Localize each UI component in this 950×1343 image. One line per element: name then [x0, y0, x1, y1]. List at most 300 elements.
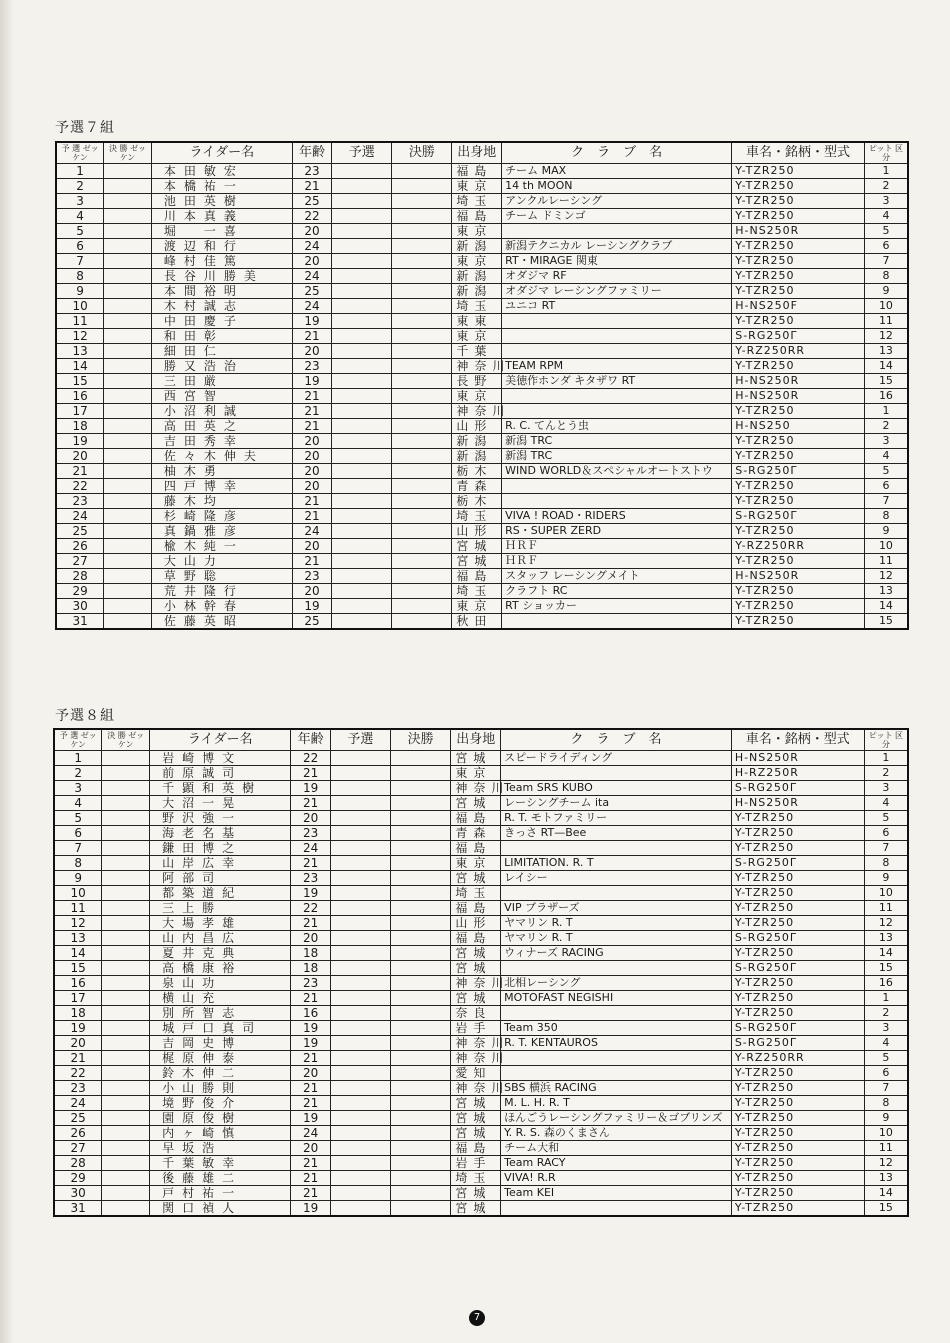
origin-prefecture: 東京: [452, 599, 502, 614]
table-row: [54, 916, 908, 931]
club-name: ＨＲＦ: [502, 539, 732, 554]
pit-section: 6: [864, 479, 908, 494]
origin-prefecture: 東京: [451, 856, 501, 871]
pit-section: 5: [864, 464, 908, 479]
table-row: [56, 344, 908, 359]
rider-number: 16: [54, 976, 102, 991]
rider-age: 21: [292, 554, 331, 569]
table-row: [54, 946, 908, 961]
table-row: [56, 374, 908, 389]
table-row: [56, 434, 908, 449]
final-number: [102, 976, 150, 991]
qual-result: [330, 766, 390, 781]
rider-age: 23: [292, 359, 331, 374]
origin-prefecture: 埼玉: [452, 299, 502, 314]
group8-table: [53, 728, 909, 1217]
club-name: [502, 389, 732, 404]
final-result: [392, 284, 452, 299]
rider-number: 2: [56, 179, 104, 194]
qual-result: [330, 1021, 390, 1036]
club-name: Y. R. S. 森のくまさん: [501, 1126, 732, 1141]
rider-name: 本間裕明: [151, 284, 292, 299]
qual-result: [332, 479, 392, 494]
header-pit: ピット 区 分: [864, 729, 908, 751]
pit-section: 4: [864, 209, 908, 224]
final-number: [104, 419, 152, 434]
rider-name: 横山充: [150, 991, 291, 1006]
final-result: [391, 946, 451, 961]
origin-prefecture: 東京: [452, 254, 502, 269]
pit-section: 7: [864, 841, 908, 856]
pit-section: 1: [864, 164, 908, 179]
table-row: [54, 1021, 908, 1036]
machine-model: H-RZ250R: [731, 766, 864, 781]
club-name: ヤマリン R. T: [501, 916, 732, 931]
final-result: [392, 449, 452, 464]
rider-number: 22: [56, 479, 104, 494]
final-number: [104, 254, 152, 269]
machine-model: Y-TZR250: [732, 359, 865, 374]
club-name: LIMITATION. R. T: [501, 856, 732, 871]
final-number: [104, 194, 152, 209]
qual-result: [332, 359, 392, 374]
group7-title: 予選７組: [55, 120, 115, 136]
club-name: 新潟 TRC: [502, 434, 732, 449]
final-number: [102, 796, 150, 811]
pit-section: 10: [864, 299, 908, 314]
rider-age: 23: [291, 871, 330, 886]
table-row: [54, 811, 908, 826]
final-number: [104, 554, 152, 569]
club-name: Team SRS KUBO: [501, 781, 732, 796]
qual-result: [330, 886, 390, 901]
rider-age: 21: [291, 856, 330, 871]
origin-prefecture: 山形: [451, 916, 501, 931]
final-number: [104, 434, 152, 449]
rider-name: 関口禎人: [150, 1201, 291, 1217]
rider-age: 16: [291, 1006, 330, 1021]
final-result: [392, 299, 452, 314]
table-row: [56, 284, 908, 299]
origin-prefecture: 長野: [452, 374, 502, 389]
rider-age: 21: [292, 494, 331, 509]
final-number: [102, 931, 150, 946]
final-number: [102, 946, 150, 961]
club-name: ユニコ RT: [502, 299, 732, 314]
header-final: 決勝: [392, 142, 452, 164]
final-number: [102, 1156, 150, 1171]
origin-prefecture: 福島: [451, 811, 501, 826]
rider-number: 31: [54, 1201, 102, 1217]
club-name: RT・MIRAGE 関東: [502, 254, 732, 269]
table-row: [54, 1141, 908, 1156]
final-result: [392, 239, 452, 254]
table-row: [56, 524, 908, 539]
rider-age: 18: [291, 961, 330, 976]
pit-section: 15: [864, 961, 908, 976]
rider-number: 4: [56, 209, 104, 224]
rider-name: 吉岡史博: [150, 1036, 291, 1051]
origin-prefecture: 宮城: [451, 1186, 501, 1201]
rider-name: 高橋康裕: [150, 961, 291, 976]
origin-prefecture: 新潟: [452, 449, 502, 464]
pit-section: 1: [864, 404, 908, 419]
table-row: [56, 239, 908, 254]
origin-prefecture: 神奈川: [452, 404, 502, 419]
rider-age: 21: [291, 1051, 330, 1066]
qual-result: [332, 464, 392, 479]
final-result: [391, 916, 451, 931]
origin-prefecture: 福島: [451, 901, 501, 916]
table-row: [56, 314, 908, 329]
qual-result: [332, 554, 392, 569]
qual-result: [332, 254, 392, 269]
final-number: [102, 1126, 150, 1141]
qual-result: [330, 1111, 390, 1126]
table-row: [54, 1201, 908, 1217]
club-name: オダジマ RF: [502, 269, 732, 284]
rider-number: 17: [56, 404, 104, 419]
club-name: [501, 1051, 732, 1066]
rider-name: 大沼一晃: [150, 796, 291, 811]
final-number: [102, 901, 150, 916]
pit-section: 12: [864, 569, 908, 584]
club-name: VIVA ! ROAD・RIDERS: [502, 509, 732, 524]
rider-number: 20: [56, 449, 104, 464]
club-name: 14 th MOON: [502, 179, 732, 194]
rider-name: 草野聡: [151, 569, 292, 584]
qual-result: [330, 1186, 390, 1201]
qual-result: [330, 1096, 390, 1111]
rider-name: 別所智志: [150, 1006, 291, 1021]
rider-age: 23: [291, 826, 330, 841]
club-name: [501, 961, 732, 976]
header-car: 車名・銘柄・型式: [731, 729, 864, 751]
final-result: [392, 524, 452, 539]
rider-name: 佐藤英昭: [151, 614, 292, 630]
rider-number: 9: [56, 284, 104, 299]
rider-name: 三上勝: [150, 901, 291, 916]
rider-age: 21: [292, 509, 331, 524]
club-name: チーム大和: [501, 1141, 732, 1156]
origin-prefecture: 新潟: [452, 284, 502, 299]
rider-number: 30: [56, 599, 104, 614]
rider-age: 25: [292, 284, 331, 299]
machine-model: H-NS250R: [732, 569, 865, 584]
pit-section: 11: [864, 314, 908, 329]
pit-section: 2: [864, 766, 908, 781]
rider-number: 15: [56, 374, 104, 389]
machine-model: S-RG250Γ: [732, 509, 865, 524]
origin-prefecture: 埼玉: [451, 1171, 501, 1186]
machine-model: H-NS250: [732, 419, 865, 434]
machine-model: S-RG250Γ: [731, 856, 864, 871]
rider-age: 19: [291, 781, 330, 796]
club-name: スピードライディング: [501, 751, 732, 766]
table-row: [54, 886, 908, 901]
rider-number: 17: [54, 991, 102, 1006]
rider-name: 和田彰: [151, 329, 292, 344]
qual-result: [332, 224, 392, 239]
qual-result: [330, 991, 390, 1006]
final-number: [104, 449, 152, 464]
qual-result: [332, 449, 392, 464]
machine-model: Y-TZR250: [731, 1096, 864, 1111]
rider-name: 杉崎隆彦: [151, 509, 292, 524]
pit-section: 12: [864, 329, 908, 344]
final-result: [391, 1006, 451, 1021]
rider-number: 14: [56, 359, 104, 374]
machine-model: Y-TZR250: [731, 826, 864, 841]
rider-number: 28: [54, 1156, 102, 1171]
table-row: [54, 1126, 908, 1141]
final-number: [104, 224, 152, 239]
final-number: [102, 1081, 150, 1096]
pit-section: 1: [864, 991, 908, 1006]
table-row: [54, 1066, 908, 1081]
rider-number: 3: [54, 781, 102, 796]
qual-result: [332, 524, 392, 539]
rider-age: 21: [291, 766, 330, 781]
table-row: [56, 254, 908, 269]
rider-age: 21: [291, 1156, 330, 1171]
origin-prefecture: 埼玉: [451, 886, 501, 901]
club-name: [502, 404, 732, 419]
pit-section: 14: [864, 1186, 908, 1201]
final-result: [392, 494, 452, 509]
final-number: [102, 991, 150, 1006]
machine-model: Y-TZR250: [732, 479, 865, 494]
group7-table: [55, 141, 909, 630]
qual-result: [330, 871, 390, 886]
final-result: [392, 389, 452, 404]
origin-prefecture: 東京: [451, 766, 501, 781]
origin-prefecture: 神奈川: [451, 1036, 501, 1051]
page-binding-shadow: [0, 0, 14, 1343]
final-number: [102, 871, 150, 886]
rider-name: 小沼利誠: [151, 404, 292, 419]
rider-number: 1: [54, 751, 102, 766]
origin-prefecture: 福島: [451, 931, 501, 946]
rider-number: 29: [54, 1171, 102, 1186]
qual-result: [330, 811, 390, 826]
final-result: [392, 419, 452, 434]
machine-model: Y-TZR250: [731, 1201, 864, 1217]
table-row: [54, 766, 908, 781]
final-number: [102, 916, 150, 931]
rider-age: 19: [292, 374, 331, 389]
table-row: [56, 464, 908, 479]
rider-name: 後藤雄二: [150, 1171, 291, 1186]
rider-number: 8: [54, 856, 102, 871]
rider-number: 3: [56, 194, 104, 209]
rider-number: 27: [56, 554, 104, 569]
origin-prefecture: 神奈川: [451, 781, 501, 796]
header-final-no: 決 勝 ゼッケン: [102, 729, 150, 751]
rider-name: 楡木純一: [151, 539, 292, 554]
qual-result: [332, 329, 392, 344]
origin-prefecture: 埼玉: [452, 509, 502, 524]
origin-prefecture: 青森: [451, 826, 501, 841]
club-name: R. T. モトファミリー: [501, 811, 732, 826]
rider-number: 18: [56, 419, 104, 434]
origin-prefecture: 宮城: [451, 796, 501, 811]
pit-section: 14: [864, 359, 908, 374]
final-number: [104, 404, 152, 419]
header-qual-no: 予 選 ゼッケン: [56, 142, 104, 164]
pit-section: 16: [864, 976, 908, 991]
rider-number: 13: [56, 344, 104, 359]
pit-section: 15: [864, 374, 908, 389]
machine-model: Y-TZR250: [731, 1066, 864, 1081]
origin-prefecture: 栃木: [452, 494, 502, 509]
rider-name: 高田英之: [151, 419, 292, 434]
rider-name: 荒井隆行: [151, 584, 292, 599]
club-name: レイシー: [501, 871, 732, 886]
final-number: [104, 389, 152, 404]
header-row: [56, 142, 908, 164]
final-number: [104, 239, 152, 254]
final-result: [392, 569, 452, 584]
rider-name: 野沢強一: [150, 811, 291, 826]
final-result: [392, 614, 452, 630]
qual-result: [330, 856, 390, 871]
qual-result: [330, 1066, 390, 1081]
machine-model: Y-RZ250RR: [732, 539, 865, 554]
rider-number: 10: [54, 886, 102, 901]
table-row: [56, 404, 908, 419]
rider-age: 20: [291, 931, 330, 946]
rider-age: 24: [292, 269, 331, 284]
table-row: [54, 781, 908, 796]
rider-number: 11: [56, 314, 104, 329]
rider-number: 15: [54, 961, 102, 976]
table-row: [54, 931, 908, 946]
origin-prefecture: 山形: [452, 419, 502, 434]
pit-section: 7: [864, 1081, 908, 1096]
pit-section: 3: [864, 434, 908, 449]
table-row: [54, 796, 908, 811]
club-name: ほんごうレーシングファミリー＆ゴブリンズ: [501, 1111, 732, 1126]
machine-model: Y-TZR250: [731, 811, 864, 826]
pit-section: 10: [864, 886, 908, 901]
rider-age: 20: [292, 464, 331, 479]
club-name: [502, 614, 732, 630]
club-name: [501, 1006, 732, 1021]
final-result: [392, 179, 452, 194]
table-row: [56, 164, 908, 179]
club-name: 新潟 TRC: [502, 449, 732, 464]
origin-prefecture: 岩手: [451, 1021, 501, 1036]
origin-prefecture: 東京: [452, 179, 502, 194]
rider-number: 18: [54, 1006, 102, 1021]
rider-number: 23: [54, 1081, 102, 1096]
machine-model: Y-TZR250: [732, 524, 865, 539]
pit-section: 9: [864, 871, 908, 886]
table-row: [56, 194, 908, 209]
origin-prefecture: 宮城: [451, 1201, 501, 1217]
rider-number: 5: [54, 811, 102, 826]
machine-model: Y-TZR250: [731, 886, 864, 901]
pit-section: 3: [864, 1021, 908, 1036]
qual-result: [330, 1051, 390, 1066]
final-result: [391, 796, 451, 811]
machine-model: Y-TZR250: [731, 1111, 864, 1126]
table-row: [56, 494, 908, 509]
machine-model: H-NS250R: [731, 751, 864, 766]
table-row: [56, 584, 908, 599]
rider-age: 20: [292, 584, 331, 599]
qual-result: [330, 1126, 390, 1141]
qual-result: [332, 584, 392, 599]
final-result: [391, 841, 451, 856]
machine-model: Y-TZR250: [732, 434, 865, 449]
final-number: [104, 269, 152, 284]
machine-model: Y-TZR250: [731, 991, 864, 1006]
final-number: [102, 1171, 150, 1186]
rider-age: 23: [292, 164, 331, 179]
final-result: [392, 224, 452, 239]
rider-name: 本田敏宏: [151, 164, 292, 179]
final-result: [392, 374, 452, 389]
qual-result: [330, 961, 390, 976]
group8-title: 予選８組: [55, 708, 115, 724]
header-club: ク ラ ブ 名: [502, 142, 732, 164]
table-row: [56, 554, 908, 569]
machine-model: Y-TZR250: [732, 554, 865, 569]
table-row: [54, 751, 908, 766]
pit-section: 1: [864, 751, 908, 766]
header-qual: 予選: [332, 142, 392, 164]
pit-section: 15: [864, 614, 908, 630]
rider-number: 4: [54, 796, 102, 811]
final-number: [104, 509, 152, 524]
table-row: [56, 479, 908, 494]
table-row: [54, 841, 908, 856]
final-result: [392, 434, 452, 449]
qual-result: [330, 841, 390, 856]
rider-age: 21: [291, 796, 330, 811]
final-number: [102, 856, 150, 871]
qual-result: [330, 916, 390, 931]
table-row: [54, 961, 908, 976]
origin-prefecture: 秋田: [452, 614, 502, 630]
pit-section: 13: [864, 344, 908, 359]
table-row: [56, 179, 908, 194]
pit-section: 9: [864, 284, 908, 299]
final-number: [104, 479, 152, 494]
origin-prefecture: 新潟: [452, 239, 502, 254]
rider-age: 21: [292, 179, 331, 194]
machine-model: Y-TZR250: [732, 284, 865, 299]
rider-name: 夏井克典: [150, 946, 291, 961]
rider-number: 5: [56, 224, 104, 239]
final-number: [102, 1006, 150, 1021]
final-number: [102, 1141, 150, 1156]
rider-number: 6: [56, 239, 104, 254]
rider-age: 21: [291, 991, 330, 1006]
header-age: 年齢: [292, 142, 331, 164]
machine-model: S-RG250Γ: [732, 329, 865, 344]
origin-prefecture: 岩手: [451, 1156, 501, 1171]
pit-section: 6: [864, 239, 908, 254]
rider-age: 19: [291, 1201, 330, 1217]
rider-age: 20: [291, 811, 330, 826]
machine-model: H-NS250R: [731, 796, 864, 811]
final-result: [391, 1051, 451, 1066]
table-row: [54, 976, 908, 991]
origin-prefecture: 福島: [452, 569, 502, 584]
